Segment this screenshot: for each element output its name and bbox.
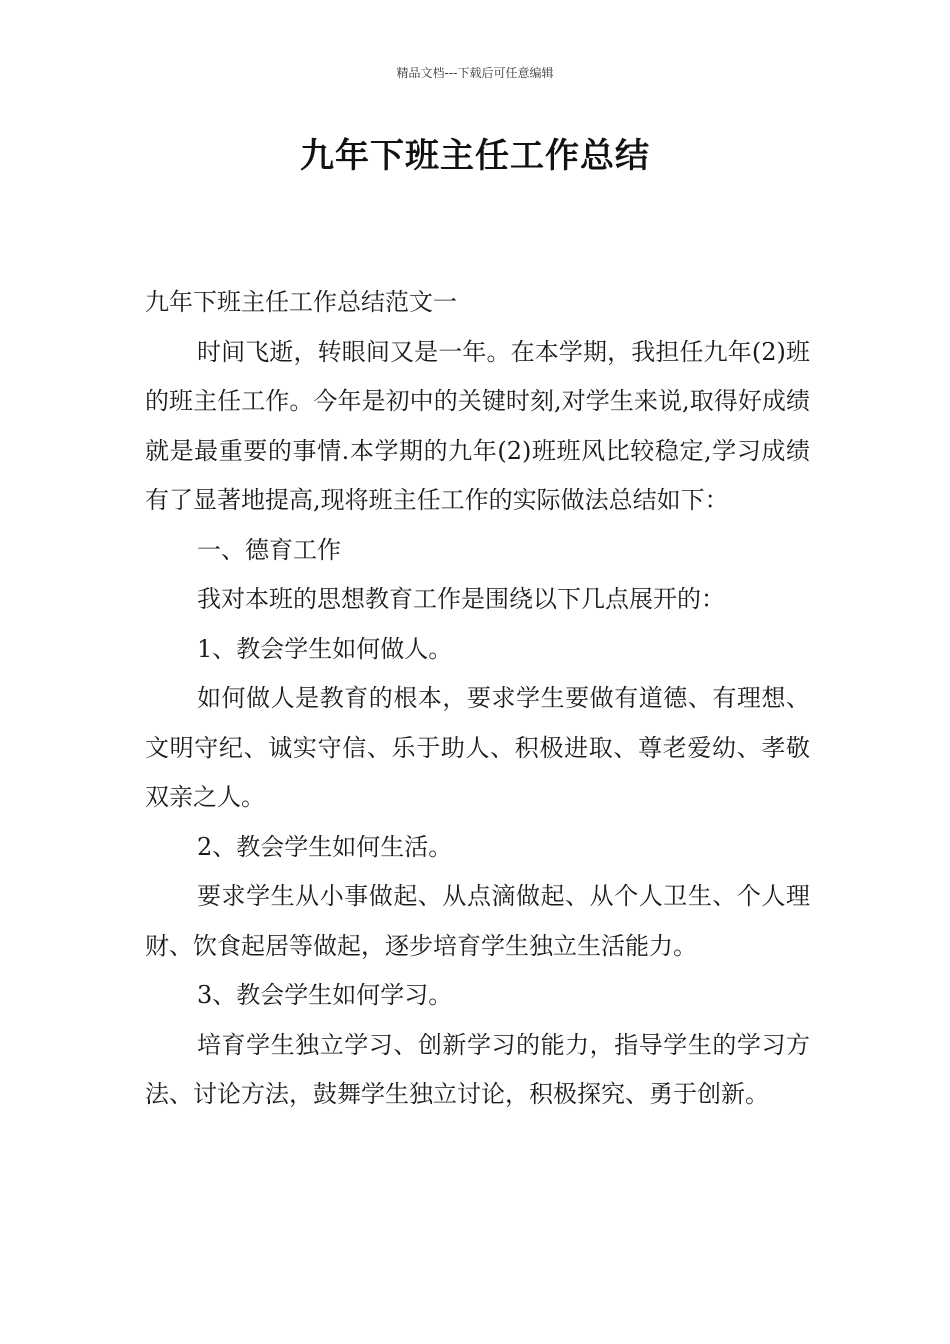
- paragraph: 要求学生从小事做起、从点滴做起、从个人卫生、个人理财、饮食起居等做起，逐步培育学生独立生活能力。: [145, 882, 810, 960]
- list-item-heading: 2、教会学生如何生活。: [197, 832, 453, 861]
- paragraph-intro: 时间飞逝，转眼间又是一年。在本学期，我担任九年(2)班的班主任工作。今年是初中的关键时刻,对学生来说,取得好成绩就是最重要的事情.本学期的九年(2)班班风比较稳定,学习成绩有了显著地提高,现将班主任工作的实际做法总结如下：: [145, 337, 810, 514]
- document-title: 九年下班主任工作总结: [300, 136, 650, 176]
- paragraph: 培育学生独立学习、创新学习的能力，指导学生的学习方法、讨论方法，鼓舞学生独立讨论，积极探究、勇于创新。: [145, 1030, 810, 1108]
- section-heading-moral-education: 一、德育工作: [197, 535, 341, 564]
- paragraph: 我对本班的思想教育工作是围绕以下几点展开的：: [197, 585, 725, 613]
- paragraph: 如何做人是教育的根本，要求学生要做有道德、有理想、文明守纪、诚实守信、乐于助人、积极进取、尊老爱幼、孝敬双亲之人。: [145, 684, 810, 811]
- document-body: [145, 278, 810, 1120]
- list-item-heading: 1、教会学生如何做人。: [197, 634, 453, 663]
- header-note: 精品文档---下载后可任意编辑: [396, 66, 554, 80]
- list-item-heading: 3、教会学生如何学习。: [197, 981, 453, 1009]
- paragraph-subtitle: 九年下班主任工作总结范文一: [145, 288, 457, 316]
